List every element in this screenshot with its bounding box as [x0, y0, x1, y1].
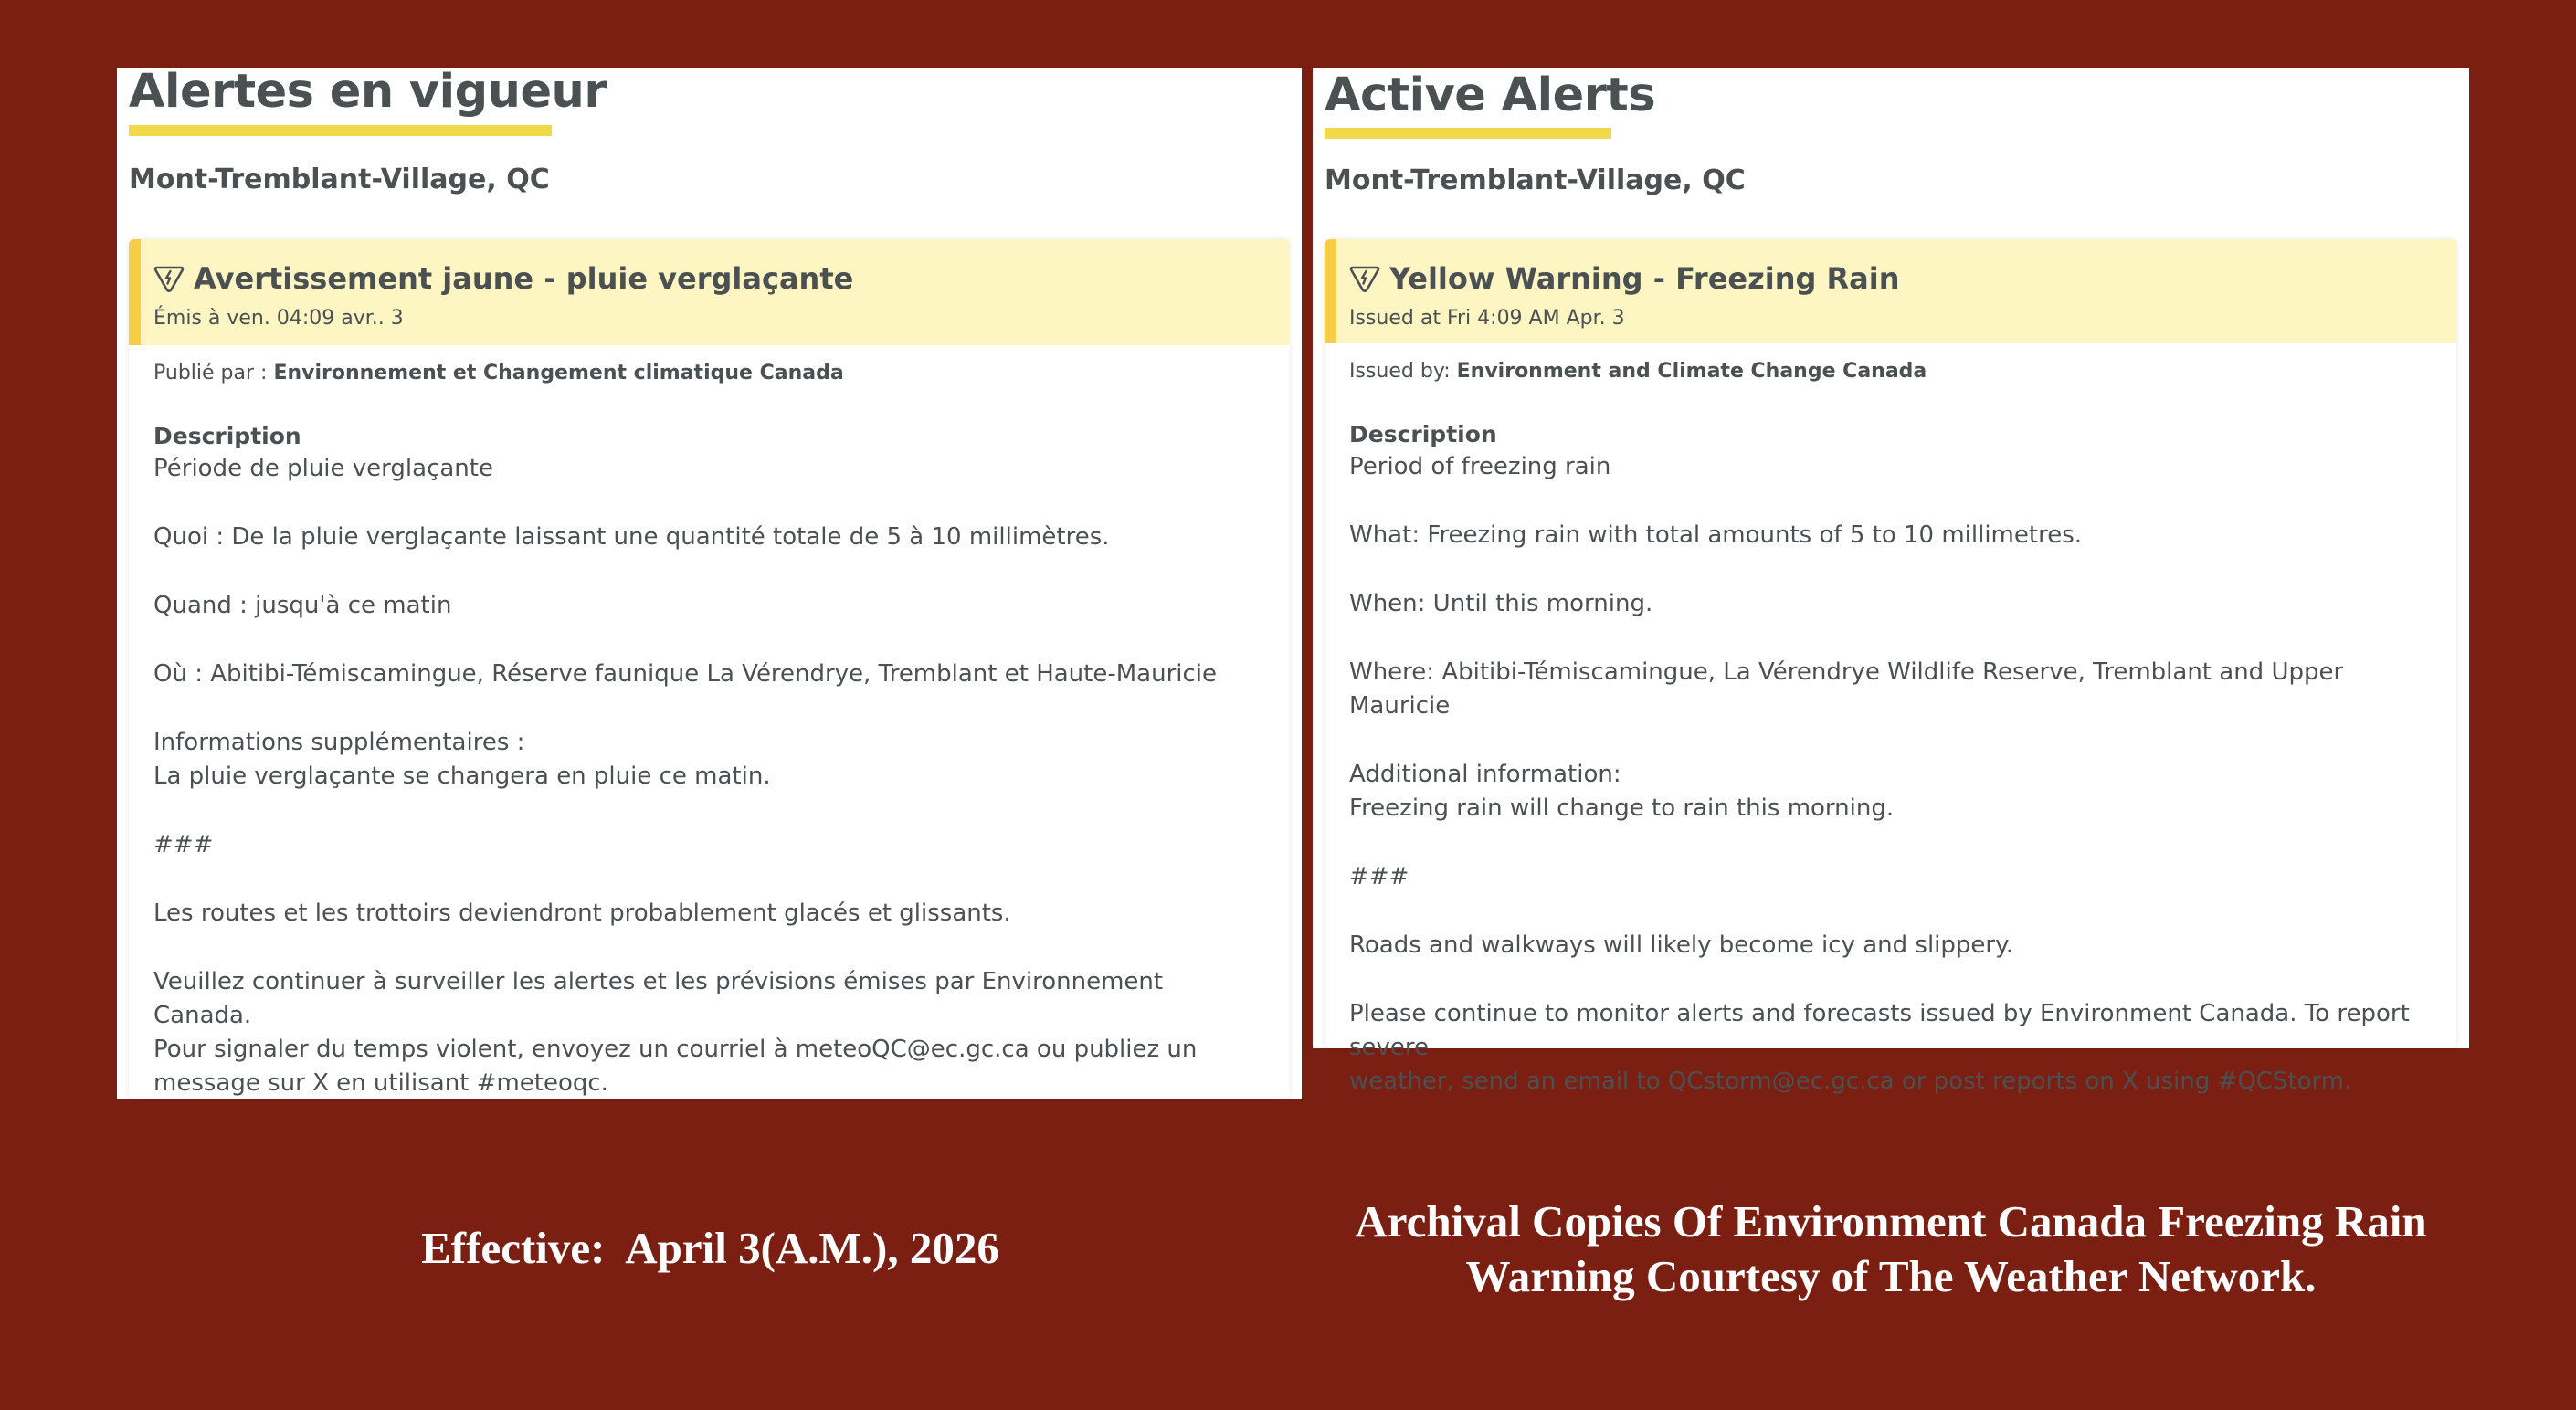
- effective-date-caption: [274, 1221, 1146, 1276]
- alert-card: [1325, 239, 2456, 1095]
- monitor-text: [153, 965, 1265, 1100]
- page-title: Alertes en vigueur: [129, 65, 607, 119]
- alerts-panel-french: [117, 65, 1302, 1099]
- when-text: Quand : jusqu'à ce matin: [153, 592, 452, 619]
- alert-card-body: [1325, 343, 2456, 1099]
- alert-title-row: [153, 261, 853, 296]
- description-label: Description: [153, 423, 301, 449]
- additional-info-label: Informations supplémentaires :: [153, 729, 525, 756]
- what-text: Quoi : De la pluie verglaçante laissant une quantité totale de 5 à 10 millimètres.: [153, 523, 1110, 551]
- separator-text: ###: [153, 831, 214, 858]
- warning-lightning-icon: [153, 264, 185, 293]
- where-text: Where: Abitibi-Témiscamingue, La Vérendrye Wildlife Reserve, Tremblant and Upper Mauricie: [1349, 658, 2344, 720]
- alert-card: [129, 239, 1290, 1099]
- archival-caption: [1313, 1194, 2469, 1304]
- alert-issued-time: Issued at Fri 4:09 AM Apr. 3: [1349, 307, 1625, 330]
- monitor-line: message sur X en utilisant #meteoqc.: [153, 1069, 608, 1097]
- impact-text: Roads and walkways will likely become icy and slippery.: [1349, 931, 2014, 959]
- when-text: When: Until this morning.: [1349, 590, 1653, 617]
- alert-title: Yellow Warning - Freezing Rain: [1389, 261, 1900, 296]
- monitor-line: Veuillez continuer à surveiller les alertes et les prévisions émises par Environnement Canada.: [153, 968, 1164, 1029]
- archival-caption-line: Warning Courtesy of The Weather Network.: [1465, 1251, 2317, 1301]
- alert-title-row: [1349, 261, 1900, 296]
- issuing-agency: Environment and Climate Change Canada: [1456, 360, 1927, 383]
- archival-caption-line: Archival Copies Of Environment Canada Freezing Rain: [1355, 1196, 2427, 1247]
- where-text: Où : Abitibi-Témiscamingue, Réserve faunique La Vérendrye, Tremblant et Haute-Mauricie: [153, 660, 1217, 688]
- additional-info-text: La pluie verglaçante se changera en pluie ce matin.: [153, 763, 771, 790]
- effective-date-text: Effective: April 3(A.M.), 2026: [421, 1223, 999, 1273]
- monitor-line: weather, send an email to QCstorm@ec.gc.ca or post reports on X using #QCStorm.: [1349, 1068, 2352, 1095]
- title-underline: [129, 125, 552, 136]
- warning-lightning-icon: [1349, 264, 1380, 293]
- issued-by: [1349, 358, 2432, 385]
- issuing-agency: Environnement et Changement climatique Canada: [273, 362, 844, 384]
- what-text: What: Freezing rain with total amounts of 5 to 10 millimetres.: [1349, 521, 2083, 549]
- additional-info: [153, 726, 1265, 794]
- description-label: Description: [1349, 421, 1497, 447]
- location-heading: Mont-Tremblant-Village, QC: [129, 163, 550, 195]
- issued-by-label: Publié par :: [153, 362, 274, 384]
- impact-text: Les routes et les trottoirs deviendront probablement glacés et glissants.: [153, 900, 1011, 927]
- alert-card-body: [129, 345, 1290, 1100]
- description-text: Période de pluie verglaçante: [153, 455, 493, 482]
- title-underline: [1325, 128, 1611, 139]
- monitor-line: Please continue to monitor alerts and forecasts issued by Environment Canada. To report severe: [1349, 1000, 2410, 1061]
- issued-by: [153, 360, 1265, 387]
- additional-info-text: Freezing rain will change to rain this morning.: [1349, 794, 1895, 822]
- location-heading: Mont-Tremblant-Village, QC: [1325, 164, 1746, 196]
- page-title: Active Alerts: [1325, 68, 1656, 122]
- alert-card-header[interactable]: [1325, 239, 2456, 343]
- issued-by-label: Issued by:: [1349, 360, 1457, 383]
- additional-info: [1349, 758, 2432, 826]
- separator-text: ###: [1349, 863, 1409, 890]
- monitor-text: [1349, 997, 2432, 1099]
- alert-card-header[interactable]: [129, 239, 1290, 345]
- alerts-panel-english: [1313, 68, 2469, 1095]
- alert-issued-time: Émis à ven. 04:09 avr.. 3: [153, 307, 404, 330]
- description-text: Period of freezing rain: [1349, 453, 1611, 480]
- additional-info-label: Additional information:: [1349, 761, 1621, 788]
- alert-title: Avertissement jaune - pluie verglaçante: [194, 261, 854, 296]
- monitor-line: Pour signaler du temps violent, envoyez un courriel à meteoQC@ec.gc.ca ou publiez un: [153, 1036, 1198, 1063]
